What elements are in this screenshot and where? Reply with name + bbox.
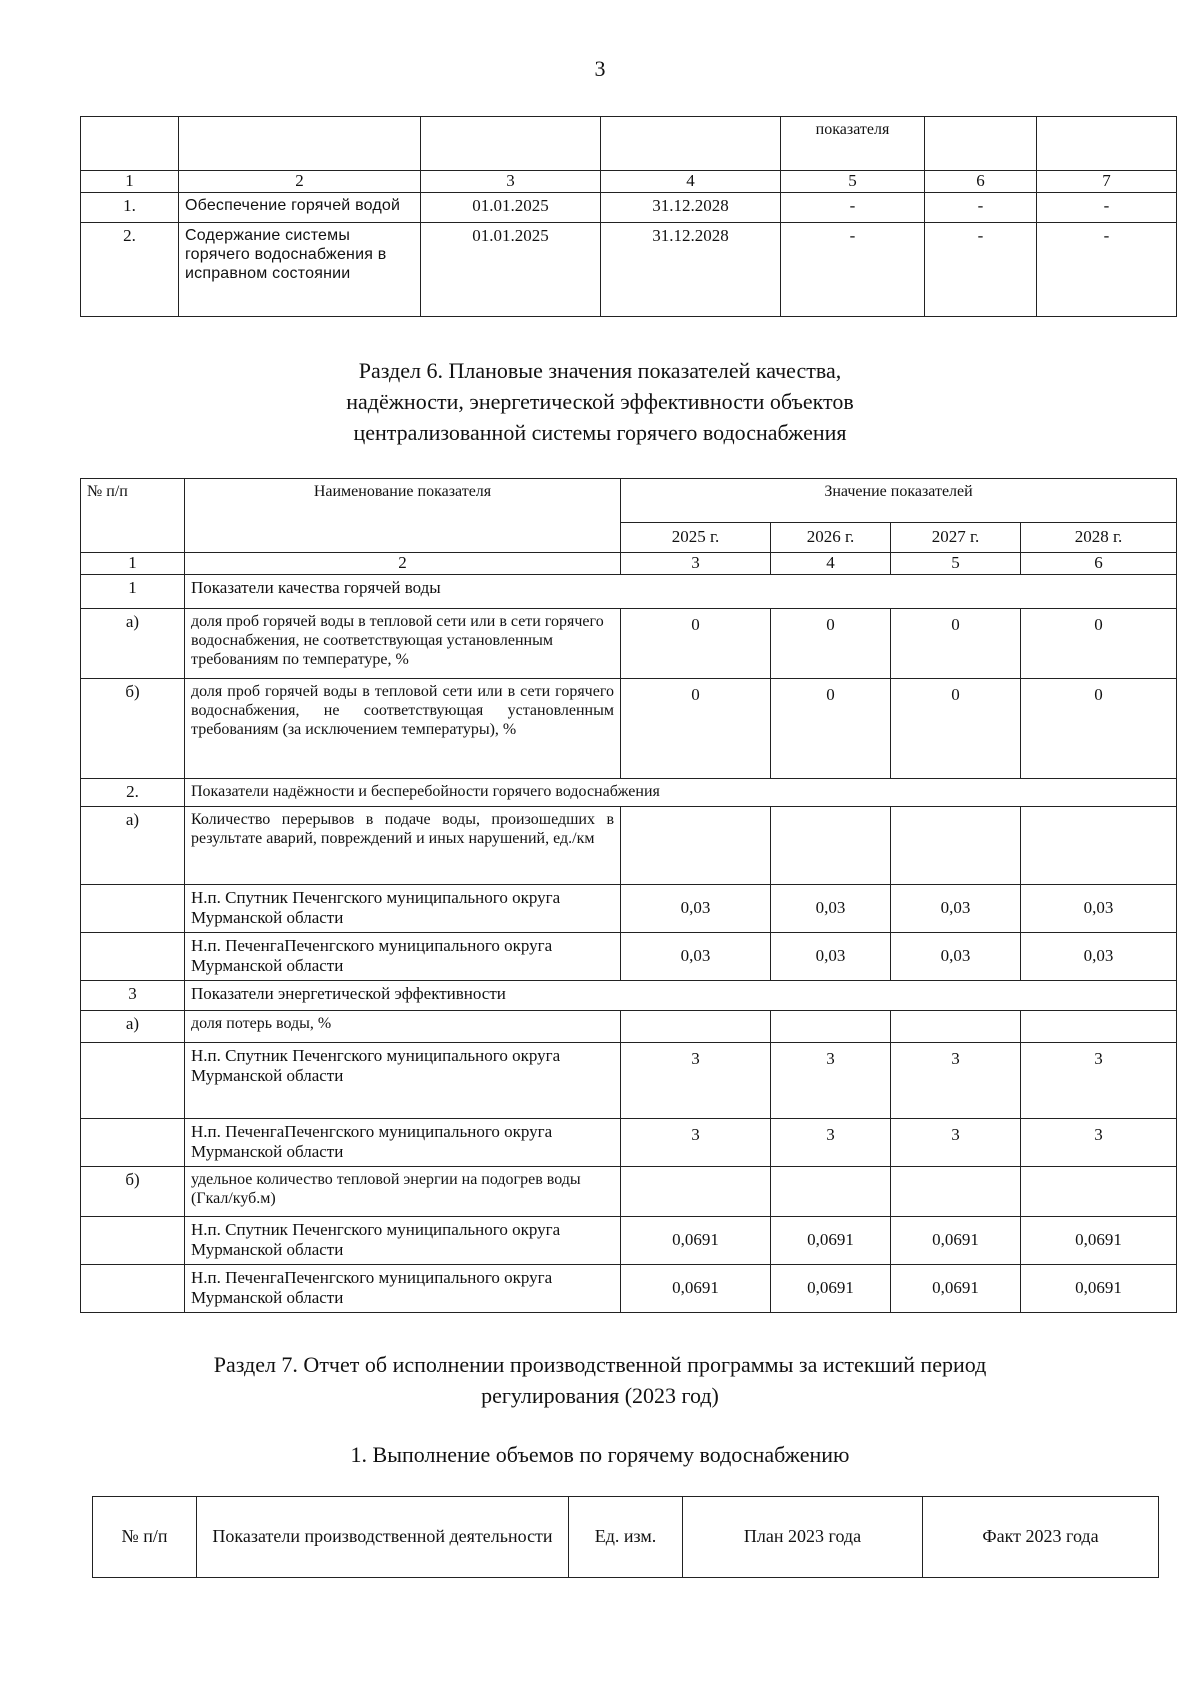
cell-value: 0,0691 xyxy=(891,1217,1021,1265)
settlement-name: Н.п. ПеченгаПеченгского муниципального округа Мурманской области xyxy=(185,933,621,981)
row-number: а) xyxy=(81,807,185,885)
table-row xyxy=(81,885,1177,933)
start-date: 01.01.2025 xyxy=(421,193,601,223)
section6-title-line: Раздел 6. Плановые значения показателей качества, xyxy=(358,358,842,383)
cell-value: 0,03 xyxy=(621,933,771,981)
volumes-table xyxy=(92,1496,1159,1578)
group-row xyxy=(81,779,1177,807)
cell-value: 0,03 xyxy=(891,933,1021,981)
cell-value: 0,03 xyxy=(771,933,891,981)
cell-value: 0 xyxy=(891,609,1021,679)
table-header-row xyxy=(81,479,1177,523)
table-row xyxy=(81,679,1177,779)
col-number: 1 xyxy=(81,171,179,193)
end-date: 31.12.2028 xyxy=(601,223,781,317)
cell-value: - xyxy=(925,193,1037,223)
indicator-name: доля проб горячей воды в тепловой сети или в сети горячего водоснабжения, не соответствующая установленным требованиям по температуре, % xyxy=(185,609,621,679)
table-row xyxy=(81,1167,1177,1217)
cell-value: - xyxy=(1037,223,1177,317)
cell-value: 0 xyxy=(771,679,891,779)
table-header-row xyxy=(81,117,1177,171)
header-fact: Факт 2023 года xyxy=(923,1497,1159,1578)
indicator-name: удельное количество тепловой энергии на подогрев воды (Гкал/куб.м) xyxy=(185,1167,621,1217)
col-number: 4 xyxy=(601,171,781,193)
start-date: 01.01.2025 xyxy=(421,223,601,317)
col-number: 2 xyxy=(185,553,621,575)
indicator-name: Количество перерывов в подаче воды, произошедших в результате аварий, повреждений и иных нарушений, ед./км xyxy=(185,807,621,885)
cell-value: 3 xyxy=(891,1043,1021,1119)
cell-value: - xyxy=(781,223,925,317)
row-number: б) xyxy=(81,1167,185,1217)
cell-value: 3 xyxy=(1021,1119,1177,1167)
table-row xyxy=(81,1119,1177,1167)
header-unit: Ед. изм. xyxy=(569,1497,683,1578)
col-number: 2 xyxy=(179,171,421,193)
col-number: 7 xyxy=(1037,171,1177,193)
row-number: б) xyxy=(81,679,185,779)
cell-value: 0,0691 xyxy=(771,1217,891,1265)
table-row xyxy=(81,933,1177,981)
table-row xyxy=(81,807,1177,885)
row-number: 2. xyxy=(81,779,185,807)
cell-value: 0 xyxy=(1021,609,1177,679)
cell-value: 0,03 xyxy=(1021,885,1177,933)
cell-value: 0,0691 xyxy=(1021,1217,1177,1265)
settlement-name: Н.п. Спутник Печенгского муниципального округа Мурманской области xyxy=(185,1043,621,1119)
cell-value: 0 xyxy=(771,609,891,679)
cell-value: 0,03 xyxy=(771,885,891,933)
col-number: 6 xyxy=(925,171,1037,193)
cell-value: 0 xyxy=(621,679,771,779)
cell-value: 0,0691 xyxy=(891,1265,1021,1313)
row-number: 1. xyxy=(81,193,179,223)
table-header-row xyxy=(93,1497,1159,1578)
year-header: 2025 г. xyxy=(621,523,771,553)
col-number: 3 xyxy=(421,171,601,193)
col-number: 5 xyxy=(781,171,925,193)
year-header: 2026 г. xyxy=(771,523,891,553)
header-num: № п/п xyxy=(93,1497,197,1578)
group-row xyxy=(81,981,1177,1011)
header-values: Значение показателей xyxy=(621,479,1177,523)
cell-value: 0,03 xyxy=(621,885,771,933)
cell-value: 0,03 xyxy=(1021,933,1177,981)
column-numbers-row xyxy=(81,553,1177,575)
cell-value: 0 xyxy=(891,679,1021,779)
section7-title-line: Раздел 7. Отчет об исполнении производственной программы за истекший период xyxy=(213,1352,987,1377)
indicator-name: доля потерь воды, % xyxy=(185,1011,621,1043)
row-number: 1 xyxy=(81,575,185,609)
measure-name: Содержание системы горячего водоснабжения в исправном состоянии xyxy=(179,223,421,317)
group-title: Показатели качества горячей воды xyxy=(185,575,1177,609)
header-plan: План 2023 года xyxy=(683,1497,923,1578)
year-header: 2028 г. xyxy=(1021,523,1177,553)
col-number: 4 xyxy=(771,553,891,575)
table-row xyxy=(81,223,1177,317)
cell-value: 0,0691 xyxy=(621,1265,771,1313)
settlement-name: Н.п. ПеченгаПеченгского муниципального округа Мурманской области xyxy=(185,1265,621,1313)
row-number: а) xyxy=(81,609,185,679)
cell-value: 3 xyxy=(771,1119,891,1167)
row-number: 3 xyxy=(81,981,185,1011)
section6-title-line: централизованной системы горячего водоснабжения xyxy=(353,419,847,445)
program-measures-table xyxy=(80,116,1177,317)
cell-value: 3 xyxy=(621,1119,771,1167)
cell-value: 0 xyxy=(621,609,771,679)
settlement-name: Н.п. Спутник Печенгского муниципального округа Мурманской области xyxy=(185,885,621,933)
settlement-name: Н.п. ПеченгаПеченгского муниципального округа Мурманской области xyxy=(185,1119,621,1167)
group-row xyxy=(81,575,1177,609)
cell-value: 3 xyxy=(621,1043,771,1119)
cell-value: 0 xyxy=(1021,679,1177,779)
section7-subtitle: 1. Выполнение объемов по горячему водоснабжению xyxy=(350,1442,850,1467)
cell-value: 0,0691 xyxy=(1021,1265,1177,1313)
header-cell: показателя xyxy=(781,117,925,171)
page-number: 3 xyxy=(594,56,606,81)
group-title: Показатели энергетической эффективности xyxy=(185,981,1177,1011)
section7-title xyxy=(0,1350,1200,1412)
table-row xyxy=(81,1217,1177,1265)
cell-value: 0,0691 xyxy=(771,1265,891,1313)
section6-title-line: надёжности, энергетической эффективности объектов xyxy=(346,388,854,414)
section6-title xyxy=(0,356,1200,448)
cell-value: 3 xyxy=(891,1119,1021,1167)
header-num: № п/п xyxy=(81,479,185,553)
group-title: Показатели надёжности и бесперебойности горячего водоснабжения xyxy=(185,779,1177,807)
col-number: 3 xyxy=(621,553,771,575)
header-name: Наименование показателя xyxy=(185,479,621,553)
section7-title-line: регулирования (2023 год) xyxy=(481,1382,719,1408)
cell-value: 3 xyxy=(771,1043,891,1119)
column-numbers-row xyxy=(81,171,1177,193)
col-number: 1 xyxy=(81,553,185,575)
settlement-name: Н.п. Спутник Печенгского муниципального округа Мурманской области xyxy=(185,1217,621,1265)
measure-name: Обеспечение горячей водой xyxy=(179,193,421,223)
cell-value: 0,03 xyxy=(891,885,1021,933)
col-number: 5 xyxy=(891,553,1021,575)
col-number: 6 xyxy=(1021,553,1177,575)
row-number: а) xyxy=(81,1011,185,1043)
table-row xyxy=(81,609,1177,679)
cell-value: - xyxy=(925,223,1037,317)
cell-value: 0,0691 xyxy=(621,1217,771,1265)
cell-value: - xyxy=(1037,193,1177,223)
table-row xyxy=(81,193,1177,223)
year-header: 2027 г. xyxy=(891,523,1021,553)
header-indicators: Показатели производственной деятельности xyxy=(197,1497,569,1578)
table-row xyxy=(81,1043,1177,1119)
table-row xyxy=(81,1265,1177,1313)
row-number: 2. xyxy=(81,223,179,317)
end-date: 31.12.2028 xyxy=(601,193,781,223)
cell-value: - xyxy=(781,193,925,223)
cell-value: 3 xyxy=(1021,1043,1177,1119)
indicators-table xyxy=(80,478,1177,1313)
table-row xyxy=(81,1011,1177,1043)
indicator-name: доля проб горячей воды в тепловой сети или в сети горячего водоснабжения, не соответствующая установленным требованиям (за исключением температуры), % xyxy=(185,679,621,779)
